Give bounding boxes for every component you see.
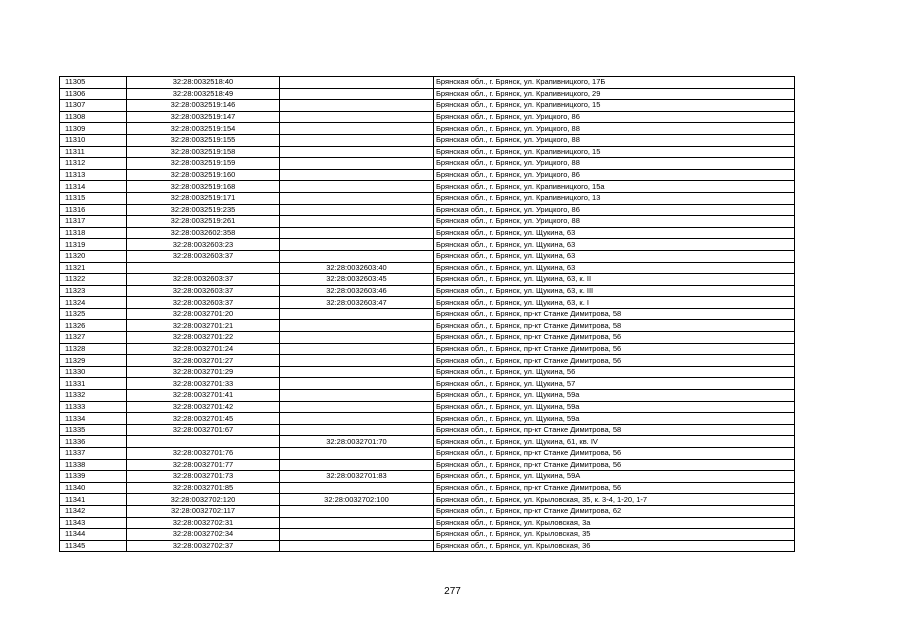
address-cell: Брянская обл., г. Брянск, ул. Урицкого, 86 bbox=[434, 204, 795, 216]
cadastral-number-cell: 32:28:0032603:37 bbox=[127, 250, 280, 262]
table-row bbox=[60, 332, 795, 344]
address-cell: Брянская обл., г. Брянск, ул. Крапивницкого, 17Б bbox=[434, 77, 795, 89]
table-row bbox=[60, 448, 795, 460]
row-number-cell: 11329 bbox=[60, 355, 127, 367]
object-number-cell bbox=[280, 343, 434, 355]
row-number-cell: 11344 bbox=[60, 529, 127, 541]
object-number-cell bbox=[280, 529, 434, 541]
object-number-cell: 32:28:0032603:46 bbox=[280, 285, 434, 297]
object-number-cell bbox=[280, 158, 434, 170]
table-row bbox=[60, 227, 795, 239]
table-row bbox=[60, 169, 795, 181]
object-number-cell: 32:28:0032603:40 bbox=[280, 262, 434, 274]
object-number-cell bbox=[280, 517, 434, 529]
object-number-cell bbox=[280, 100, 434, 112]
address-cell: Брянская обл., г. Брянск, ул. Щукина, 63 bbox=[434, 262, 795, 274]
row-number-cell: 11345 bbox=[60, 540, 127, 552]
cadastral-number-cell: 32:28:0032519:147 bbox=[127, 111, 280, 123]
object-number-cell bbox=[280, 146, 434, 158]
row-number-cell: 11313 bbox=[60, 169, 127, 181]
address-cell: Брянская обл., г. Брянск, пр-кт Станке Димитрова, 56 bbox=[434, 343, 795, 355]
address-cell: Брянская обл., г. Брянск, ул. Урицкого, 88 bbox=[434, 216, 795, 228]
row-number-cell: 11314 bbox=[60, 181, 127, 193]
cadastral-number-cell: 32:28:0032519:155 bbox=[127, 134, 280, 146]
address-cell: Брянская обл., г. Брянск, пр-кт Станке Димитрова, 56 bbox=[434, 459, 795, 471]
object-number-cell: 32:28:0032701:70 bbox=[280, 436, 434, 448]
row-number-cell: 11308 bbox=[60, 111, 127, 123]
object-number-cell: 32:28:0032603:47 bbox=[280, 297, 434, 309]
object-number-cell bbox=[280, 332, 434, 344]
object-number-cell bbox=[280, 169, 434, 181]
address-cell: Брянская обл., г. Брянск, ул. Урицкого, 88 bbox=[434, 134, 795, 146]
address-cell: Брянская обл., г. Брянск, ул. Щукина, 59а bbox=[434, 413, 795, 425]
cadastral-number-cell: 32:28:0032701:20 bbox=[127, 308, 280, 320]
cadastral-number-cell: 32:28:0032702:120 bbox=[127, 494, 280, 506]
cadastral-number-cell: 32:28:0032519:146 bbox=[127, 100, 280, 112]
address-cell: Брянская обл., г. Брянск, ул. Урицкого, 86 bbox=[434, 111, 795, 123]
object-number-cell bbox=[280, 390, 434, 402]
object-number-cell bbox=[280, 134, 434, 146]
row-number-cell: 11335 bbox=[60, 424, 127, 436]
cadastral-number-cell: 32:28:0032701:41 bbox=[127, 390, 280, 402]
table-row bbox=[60, 262, 795, 274]
address-cell: Брянская обл., г. Брянск, ул. Щукина, 59а bbox=[434, 390, 795, 402]
address-cell: Брянская обл., г. Брянск, ул. Щукина, 57 bbox=[434, 378, 795, 390]
cadastral-number-cell: 32:28:0032701:73 bbox=[127, 471, 280, 483]
object-number-cell bbox=[280, 181, 434, 193]
table-row bbox=[60, 529, 795, 541]
cadastral-number-cell: 32:28:0032518:40 bbox=[127, 77, 280, 89]
cadastral-number-cell: 32:28:0032701:27 bbox=[127, 355, 280, 367]
table-row bbox=[60, 123, 795, 135]
object-number-cell bbox=[280, 378, 434, 390]
row-number-cell: 11337 bbox=[60, 448, 127, 460]
table-row bbox=[60, 424, 795, 436]
table-row bbox=[60, 482, 795, 494]
row-number-cell: 11319 bbox=[60, 239, 127, 251]
table-row bbox=[60, 343, 795, 355]
row-number-cell: 11339 bbox=[60, 471, 127, 483]
cadastral-number-cell: 32:28:0032519:160 bbox=[127, 169, 280, 181]
table-row bbox=[60, 204, 795, 216]
cadastral-number-cell: 32:28:0032603:23 bbox=[127, 239, 280, 251]
table-row bbox=[60, 459, 795, 471]
row-number-cell: 11332 bbox=[60, 390, 127, 402]
row-number-cell: 11321 bbox=[60, 262, 127, 274]
row-number-cell: 11305 bbox=[60, 77, 127, 89]
cadastral-number-cell: 32:28:0032702:37 bbox=[127, 540, 280, 552]
row-number-cell: 11322 bbox=[60, 274, 127, 286]
object-number-cell bbox=[280, 227, 434, 239]
address-cell: Брянская обл., г. Брянск, пр-кт Станке Димитрова, 58 bbox=[434, 320, 795, 332]
table-row bbox=[60, 77, 795, 89]
object-number-cell bbox=[280, 320, 434, 332]
object-number-cell bbox=[280, 424, 434, 436]
address-cell: Брянская обл., г. Брянск, пр-кт Станке Димитрова, 56 bbox=[434, 355, 795, 367]
cadastral-table-body bbox=[60, 77, 795, 552]
cadastral-number-cell: 32:28:0032603:37 bbox=[127, 297, 280, 309]
table-row bbox=[60, 390, 795, 402]
table-row bbox=[60, 88, 795, 100]
row-number-cell: 11340 bbox=[60, 482, 127, 494]
object-number-cell bbox=[280, 239, 434, 251]
page-number: 277 bbox=[444, 586, 461, 597]
address-cell: Брянская обл., г. Брянск, пр-кт Станке Димитрова, 58 bbox=[434, 424, 795, 436]
address-cell: Брянская обл., г. Брянск, пр-кт Станке Димитрова, 56 bbox=[434, 332, 795, 344]
address-cell: Брянская обл., г. Брянск, ул. Щукина, 61, кв. IV bbox=[434, 436, 795, 448]
table-row bbox=[60, 192, 795, 204]
table-row bbox=[60, 134, 795, 146]
cadastral-number-cell: 32:28:0032701:22 bbox=[127, 332, 280, 344]
address-cell: Брянская обл., г. Брянск, ул. Урицкого, 88 bbox=[434, 158, 795, 170]
row-number-cell: 11338 bbox=[60, 459, 127, 471]
table-row bbox=[60, 540, 795, 552]
row-number-cell: 11311 bbox=[60, 146, 127, 158]
table-row bbox=[60, 366, 795, 378]
address-cell: Брянская обл., г. Брянск, ул. Урицкого, 88 bbox=[434, 123, 795, 135]
table-row bbox=[60, 158, 795, 170]
cadastral-number-cell: 32:28:0032701:24 bbox=[127, 343, 280, 355]
object-number-cell bbox=[280, 250, 434, 262]
address-cell: Брянская обл., г. Брянск, ул. Щукина, 63, к. I bbox=[434, 297, 795, 309]
row-number-cell: 11323 bbox=[60, 285, 127, 297]
object-number-cell bbox=[280, 111, 434, 123]
address-cell: Брянская обл., г. Брянск, ул. Щукина, 63, к. II bbox=[434, 274, 795, 286]
object-number-cell bbox=[280, 192, 434, 204]
cadastral-number-cell: 32:28:0032519:171 bbox=[127, 192, 280, 204]
object-number-cell bbox=[280, 216, 434, 228]
table-row bbox=[60, 436, 795, 448]
object-number-cell bbox=[280, 401, 434, 413]
table-row bbox=[60, 239, 795, 251]
table-row bbox=[60, 274, 795, 286]
cadastral-number-cell: 32:28:0032519:235 bbox=[127, 204, 280, 216]
row-number-cell: 11310 bbox=[60, 134, 127, 146]
object-number-cell: 32:28:0032701:83 bbox=[280, 471, 434, 483]
address-cell: Брянская обл., г. Брянск, ул. Щукина, 63 bbox=[434, 227, 795, 239]
table-row bbox=[60, 111, 795, 123]
address-cell: Брянская обл., г. Брянск, ул. Крыловская, 35 bbox=[434, 529, 795, 541]
table-row bbox=[60, 297, 795, 309]
table-row bbox=[60, 250, 795, 262]
cadastral-number-cell: 32:28:0032603:37 bbox=[127, 274, 280, 286]
cadastral-number-cell: 32:28:0032701:42 bbox=[127, 401, 280, 413]
row-number-cell: 11316 bbox=[60, 204, 127, 216]
cadastral-number-cell: 32:28:0032602:358 bbox=[127, 227, 280, 239]
table-row bbox=[60, 285, 795, 297]
cadastral-number-cell bbox=[127, 436, 280, 448]
row-number-cell: 11334 bbox=[60, 413, 127, 425]
table-row bbox=[60, 146, 795, 158]
row-number-cell: 11306 bbox=[60, 88, 127, 100]
cadastral-number-cell: 32:28:0032518:49 bbox=[127, 88, 280, 100]
row-number-cell: 11312 bbox=[60, 158, 127, 170]
cadastral-number-cell: 32:28:0032701:67 bbox=[127, 424, 280, 436]
row-number-cell: 11325 bbox=[60, 308, 127, 320]
address-cell: Брянская обл., г. Брянск, ул. Щукина, 63 bbox=[434, 239, 795, 251]
object-number-cell bbox=[280, 355, 434, 367]
cadastral-number-cell: 32:28:0032701:29 bbox=[127, 366, 280, 378]
address-cell: Брянская обл., г. Брянск, ул. Крыловская, 36 bbox=[434, 540, 795, 552]
row-number-cell: 11326 bbox=[60, 320, 127, 332]
object-number-cell bbox=[280, 308, 434, 320]
object-number-cell bbox=[280, 123, 434, 135]
cadastral-number-cell: 32:28:0032701:76 bbox=[127, 448, 280, 460]
cadastral-number-cell bbox=[127, 262, 280, 274]
row-number-cell: 11318 bbox=[60, 227, 127, 239]
address-cell: Брянская обл., г. Брянск, ул. Крапивницкого, 15а bbox=[434, 181, 795, 193]
address-cell: Брянская обл., г. Брянск, пр-кт Станке Димитрова, 56 bbox=[434, 482, 795, 494]
row-number-cell: 11331 bbox=[60, 378, 127, 390]
table-row bbox=[60, 401, 795, 413]
row-number-cell: 11317 bbox=[60, 216, 127, 228]
table-row bbox=[60, 320, 795, 332]
row-number-cell: 11341 bbox=[60, 494, 127, 506]
table-row bbox=[60, 216, 795, 228]
address-cell: Брянская обл., г. Брянск, пр-кт Станке Димитрова, 56 bbox=[434, 448, 795, 460]
address-cell: Брянская обл., г. Брянск, пр-кт Станке Димитрова, 58 bbox=[434, 308, 795, 320]
row-number-cell: 11324 bbox=[60, 297, 127, 309]
address-cell: Брянская обл., г. Брянск, ул. Крапивницкого, 15 bbox=[434, 100, 795, 112]
row-number-cell: 11330 bbox=[60, 366, 127, 378]
cadastral-number-cell: 32:28:0032519:154 bbox=[127, 123, 280, 135]
cadastral-number-cell: 32:28:0032702:117 bbox=[127, 505, 280, 517]
table-row bbox=[60, 413, 795, 425]
object-number-cell bbox=[280, 448, 434, 460]
cadastral-number-cell: 32:28:0032603:37 bbox=[127, 285, 280, 297]
row-number-cell: 11343 bbox=[60, 517, 127, 529]
address-cell: Брянская обл., г. Брянск, ул. Урицкого, 86 bbox=[434, 169, 795, 181]
address-cell: Брянская обл., г. Брянск, ул. Щукина, 63, к. III bbox=[434, 285, 795, 297]
row-number-cell: 11342 bbox=[60, 505, 127, 517]
object-number-cell bbox=[280, 482, 434, 494]
table-row bbox=[60, 505, 795, 517]
object-number-cell bbox=[280, 366, 434, 378]
address-cell: Брянская обл., г. Брянск, ул. Щукина, 56 bbox=[434, 366, 795, 378]
cadastral-number-cell: 32:28:0032701:33 bbox=[127, 378, 280, 390]
table-row bbox=[60, 378, 795, 390]
object-number-cell: 32:28:0032702:100 bbox=[280, 494, 434, 506]
table-row bbox=[60, 471, 795, 483]
object-number-cell bbox=[280, 505, 434, 517]
row-number-cell: 11328 bbox=[60, 343, 127, 355]
address-cell: Брянская обл., г. Брянск, ул. Щукина, 59А bbox=[434, 471, 795, 483]
row-number-cell: 11320 bbox=[60, 250, 127, 262]
object-number-cell bbox=[280, 77, 434, 89]
address-cell: Брянская обл., г. Брянск, ул. Крапивницкого, 13 bbox=[434, 192, 795, 204]
cadastral-number-cell: 32:28:0032702:34 bbox=[127, 529, 280, 541]
cadastral-number-cell: 32:28:0032701:21 bbox=[127, 320, 280, 332]
row-number-cell: 11327 bbox=[60, 332, 127, 344]
table-row bbox=[60, 308, 795, 320]
row-number-cell: 11336 bbox=[60, 436, 127, 448]
table-row bbox=[60, 181, 795, 193]
object-number-cell: 32:28:0032603:45 bbox=[280, 274, 434, 286]
cadastral-number-cell: 32:28:0032519:159 bbox=[127, 158, 280, 170]
object-number-cell bbox=[280, 540, 434, 552]
address-cell: Брянская обл., г. Брянск, ул. Щукина, 63 bbox=[434, 250, 795, 262]
address-cell: Брянская обл., г. Брянск, ул. Крыловская, 3а bbox=[434, 517, 795, 529]
address-cell: Брянская обл., г. Брянск, ул. Крапивницкого, 29 bbox=[434, 88, 795, 100]
address-cell: Брянская обл., г. Брянск, ул. Крапивницкого, 15 bbox=[434, 146, 795, 158]
address-cell: Брянская обл., г. Брянск, ул. Крыловская, 35, к. 3-4, 1-20, 1-7 bbox=[434, 494, 795, 506]
address-cell: Брянская обл., г. Брянск, пр-кт Станке Димитрова, 62 bbox=[434, 505, 795, 517]
table-row bbox=[60, 355, 795, 367]
cadastral-number-cell: 32:28:0032701:77 bbox=[127, 459, 280, 471]
address-cell: Брянская обл., г. Брянск, ул. Щукина, 59а bbox=[434, 401, 795, 413]
row-number-cell: 11309 bbox=[60, 123, 127, 135]
cadastral-number-cell: 32:28:0032519:158 bbox=[127, 146, 280, 158]
table-row bbox=[60, 494, 795, 506]
object-number-cell bbox=[280, 459, 434, 471]
table-row bbox=[60, 100, 795, 112]
cadastral-number-cell: 32:28:0032519:168 bbox=[127, 181, 280, 193]
row-number-cell: 11307 bbox=[60, 100, 127, 112]
object-number-cell bbox=[280, 88, 434, 100]
cadastral-table bbox=[59, 76, 795, 552]
row-number-cell: 11315 bbox=[60, 192, 127, 204]
cadastral-number-cell: 32:28:0032701:45 bbox=[127, 413, 280, 425]
table-row bbox=[60, 517, 795, 529]
cadastral-number-cell: 32:28:0032701:85 bbox=[127, 482, 280, 494]
cadastral-number-cell: 32:28:0032519:261 bbox=[127, 216, 280, 228]
cadastral-number-cell: 32:28:0032702:31 bbox=[127, 517, 280, 529]
object-number-cell bbox=[280, 204, 434, 216]
object-number-cell bbox=[280, 413, 434, 425]
row-number-cell: 11333 bbox=[60, 401, 127, 413]
